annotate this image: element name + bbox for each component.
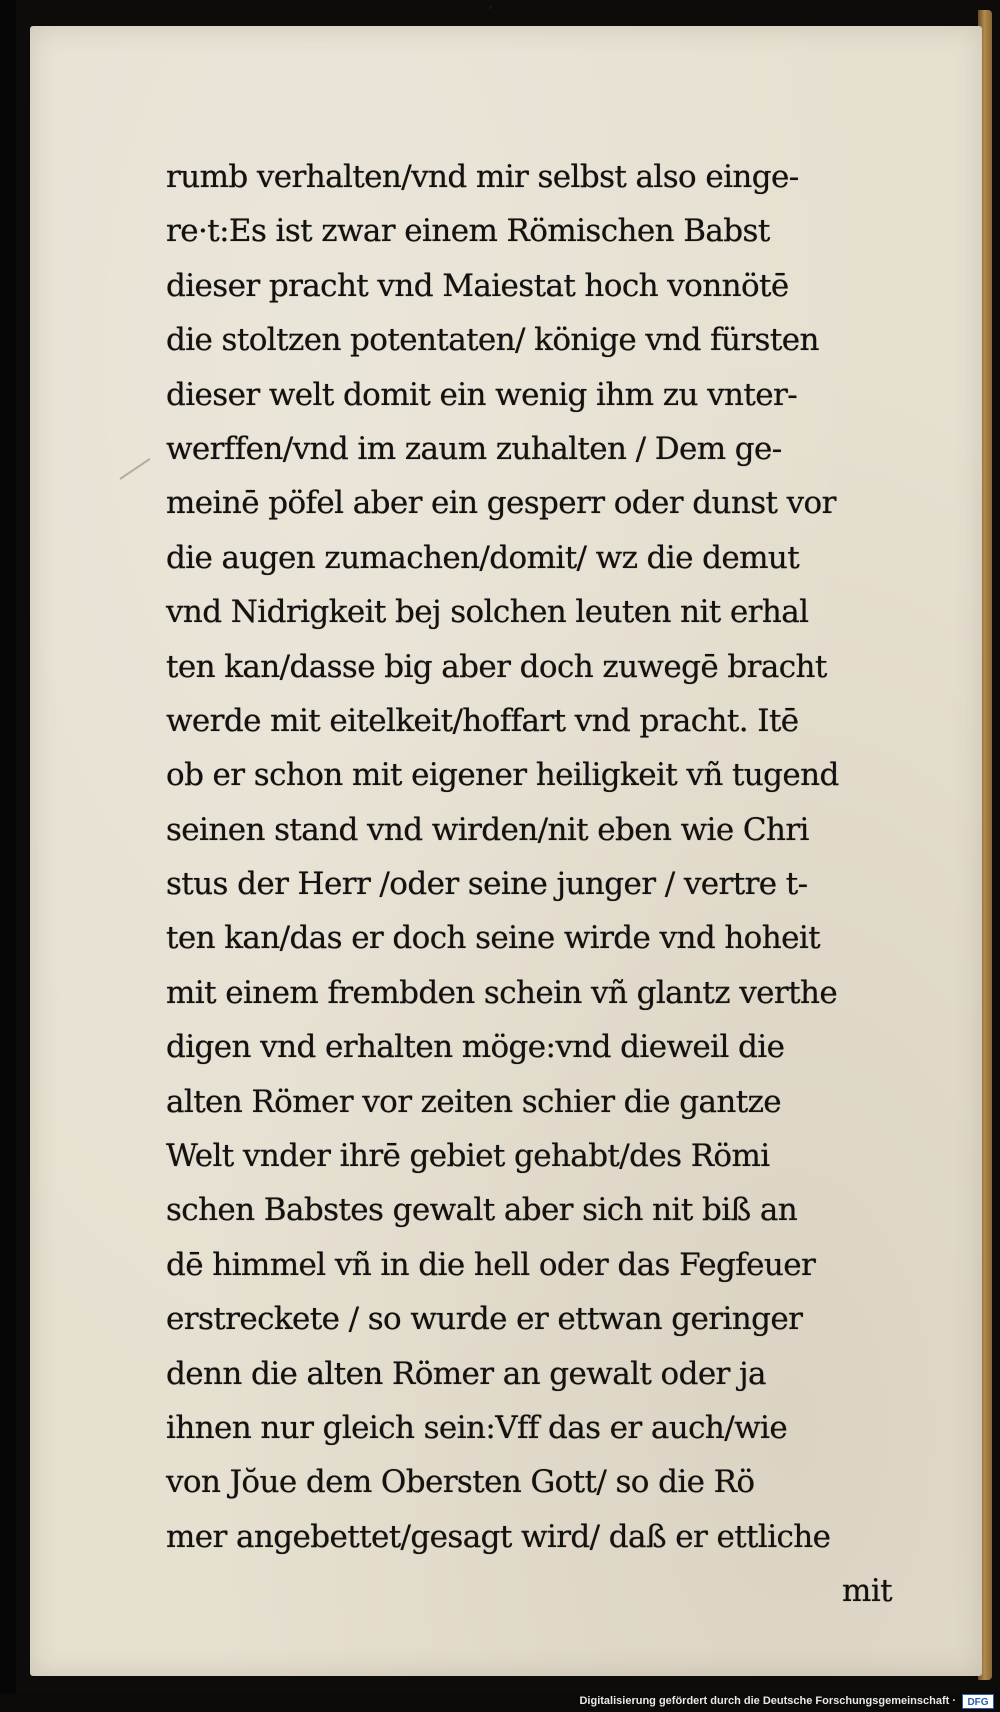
text-line: ihnen nur gleich sein:Vff das er auch/wie [166,1409,788,1446]
text-line: schen Babstes gewalt aber sich nit biß an [166,1192,798,1229]
text-line: ten kan/das er doch seine wirde vnd hoheit [166,920,821,957]
text-line: digen vnd erhalten möge:vnd dieweil die [166,1029,785,1066]
text-line: die augen zumachen/domit/ wz die demut [166,539,800,576]
text-line: dieser pracht vnd Maiestat hoch vonnötē [166,267,789,304]
text-line: werde mit eitelkeit/hoffart vnd pracht. Itē [166,702,799,739]
funding-credit: Digitalisierung gefördert durch die Deutsche Forschungsgemeinschaft · [579,1695,956,1707]
catchword: mit [842,1573,892,1610]
text-line: die stoltzen potentaten/ könige vnd fürsten [166,322,819,359]
text-line: mit einem frembden schein vñ glantz verthe [166,974,838,1011]
text-line: meinē pöfel aber ein gesperr oder dunst vor [166,485,836,522]
text-line: denn die alten Römer an gewalt oder ja [166,1355,766,1392]
text-line: vnd Nidrigkeit bej solchen leuten nit erhal [166,594,809,631]
text-line: ob er schon mit eigener heiligkeit vñ tugend [166,757,839,794]
binding-edge [0,0,16,1712]
text-line: Welt vnder ihrē gebiet gehabt/des Römi [166,1138,770,1175]
text-line: stus der Herr /oder seine junger / vertre t- [166,866,808,903]
text-line: dieser welt domit ein wenig ihm zu vnter- [166,376,798,413]
text-line: erstreckete / so wurde er ettwan geringer [166,1301,803,1338]
text-line: von Jŏue dem Obersten Gott/ so die Rö [166,1464,755,1501]
dfg-logo: DFG [962,1694,994,1709]
text-line: werffen/vnd im zaum zuhalten / Dem ge- [166,430,782,467]
text-line: mer angebettet/gesagt wird/ daß er ettliche [166,1518,831,1555]
text-block [166,150,926,1619]
text-line: alten Römer vor zeiten schier die gantze [166,1083,782,1120]
text-line: ten kan/dasse big aber doch zuwegē bracht [166,648,827,685]
text-line: re·t:Es ist zwar einem Römischen Babst [166,213,770,250]
text-line: rumb verhalten/vnd mir selbst also einge- [166,159,799,195]
text-line: seinen stand vnd wirden/nit eben wie Chri [166,811,809,848]
text-line: dē himmel vñ in die hell oder das Fegfeuer [166,1246,816,1283]
top-margin-mark: ‘ [488,4,493,20]
